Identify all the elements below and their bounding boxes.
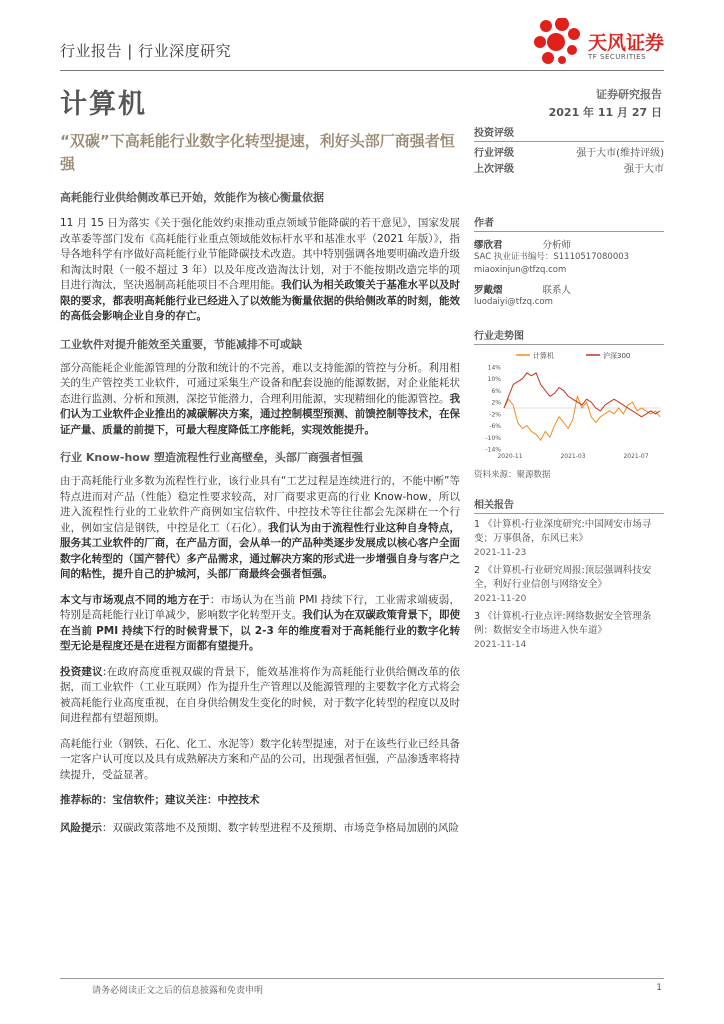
page-number: 1: [656, 983, 662, 993]
paragraph: 高耗能行业（钢铁、石化、化工、水泥等）数字化转型提速，对于在该些行业已经具备一定客户认可度以及具有成熟解决方案和产品的公司，出现强者恒强，产品渗透率将持续提升，受益显著。: [60, 737, 460, 781]
rating-label: 行业评级: [474, 148, 514, 159]
header-divider: [60, 70, 664, 71]
company-logo: [532, 18, 672, 68]
rating-label: 上次评级: [474, 164, 514, 175]
sidebar: [474, 124, 664, 656]
related-report-date: 2021-11-14: [474, 640, 527, 650]
paragraph-text: 由于高耗能行业多数为流程性行业，该行业具有“工艺过程是连续进行的，不能中断”等特点进而对产品（性能）稳定性要求较高，对厂商要求更高的行业 Know-how，所以进入流程性行业的工业软件产商例如宝信软件、中控技术等往往都会先深耕在一个行业，例如宝信是钢铁，中控是化工（石化）。: [60, 475, 460, 534]
related-heading: 相关报告: [474, 496, 664, 514]
paragraph-lead: 风险提示: [60, 821, 102, 834]
paragraph: [60, 474, 460, 583]
author-row: [474, 237, 664, 251]
footer-disclaimer: 请务必阅读正文之后的信息披露和免责申明: [92, 986, 264, 996]
rating-heading: 投资评级: [474, 124, 664, 142]
report-category: 行业报告 | 行业深度研究: [60, 42, 232, 60]
report-title: “双碳”下高耗能行业数字化转型提速，利好头部厂商强者恒强: [60, 132, 455, 173]
paragraph-text: 部分高能耗企业能源管理的分散和统计的不完善，难以支持能源的管控与分析。利用相关的生产管控类工业软件，可通过采集生产设备和配套设施的能源数据，对企业能耗状态进行监测、分析和预测，深挖节能潜力，合理利用能源，实现精细化的能源管控。: [60, 361, 460, 405]
logo-text-cn: 天风证券: [588, 32, 665, 54]
author-role: 分析师: [542, 240, 572, 251]
paragraph-lead: 投资建议: [60, 665, 103, 678]
paragraph-lead: 本文与市场观点不同的地方在于: [60, 593, 210, 606]
section-heading: 工业软件对提升能效至关重要，节能减排不可或缺: [60, 337, 302, 351]
y-tick-label: 14%: [487, 364, 501, 372]
series-line-computer: [504, 396, 660, 440]
industry-name: 计算机: [60, 89, 147, 120]
paragraph: [60, 665, 460, 727]
industry-trend-chart: [474, 349, 664, 489]
section-heading: 行业 Know-how 塑造流程性行业高壁垒，头部厂商强者恒强: [60, 451, 363, 464]
paragraph-text: ：市场认为在当前 PMI 持续下行，工业需求端疲弱，特别是高耗能行业订单减少，影响数字化转型开支。: [60, 593, 460, 621]
paragraph-text: ：双碳政策落地不及预期、数字转型进程不及预期、市场竞争格局加剧的风险: [102, 821, 459, 834]
author-email[interactable]: miaoxinjun@tfzq.com: [474, 265, 567, 275]
author-name: 罗戴熠: [474, 285, 503, 296]
chart-source: 资料来源：聚源数据: [474, 470, 551, 480]
y-tick-label: -2%: [489, 411, 501, 419]
paragraph-bold-text: 我们认为工业软件企业推出的减碳解决方案，通过控制模型预测、前馈控制等技术，在保证产量、质量的前提下，可最大程度降低工序能耗，实现效能提升。: [60, 392, 460, 436]
paragraph-bold-text: 我们认为相关政策关于基准水平以及时限的要求，都表明高耗能行业已经进入了以效能为衡量依据的供给侧改革的时刻，能效的高低会影响企业自身的存亡。: [60, 279, 461, 322]
related-report-title[interactable]: 2 《计算机-行业研究周报:顶层强调科技安全，利好行业信创与网络安全》: [474, 565, 652, 590]
x-tick-label: 2020-11: [497, 453, 523, 460]
x-tick-label: 2021-03: [560, 453, 586, 460]
main-content: [60, 190, 460, 836]
authors-heading: 作者: [474, 214, 664, 232]
related-reports: [474, 518, 664, 652]
footer-divider: [60, 978, 664, 979]
section-heading: 高耗能行业供给侧改革已开始，效能作为核心衡量依据: [60, 191, 324, 204]
legend-label: 计算机: [533, 352, 554, 360]
paragraph-bold-text: 我们认为在双碳政策背景下，即使在当前 PMI 持续下行的时候背景下，以 2-3 年的维度看对于高耗能行业的数字化转型无论是程度还是在进程方面都有望提升。: [60, 609, 461, 652]
legend-label: 沪深300: [603, 352, 631, 360]
paragraph: [60, 593, 460, 655]
author-role: 联系人: [542, 285, 572, 296]
recommendation: 推荐标的：宝信软件；建议关注：中控技术: [60, 794, 260, 806]
y-tick-label: -10%: [485, 434, 501, 442]
paragraph-bold-text: 我们认为由于流程性行业这种自身特点，服务其工业软件的厂商，在产品方面，会从单一的产品种类逐步发展成以核心客户全面数字化转型的（国产替代）多产品需求，通过解决方案的形式进一步增强自身与客户之间的粘性，提升自己的护城河，头部厂商最终会强者恒强。: [60, 521, 461, 580]
y-tick-label: 2%: [491, 399, 501, 407]
y-tick-label: 6%: [491, 387, 501, 395]
paragraph-text: 11 月 15 日为落实《关于强化能效约束推动重点领域节能降碳的若干意见》，国家发展改革委等部门发布《高耗能行业重点领域能效标杆水平和基准水平（2021 年版）》，指导各地科学有序做好高耗能行业节能降碳技术改造。其中特别强调各地要明确改造升级和淘汰时限（一般不超过 3 年）以及年度改造淘汰计划，对于不能按期改造完毕的项目进行淘汰，坚决遏制高耗能项目不合理用能。: [60, 217, 460, 291]
industry-rating-row: [474, 146, 664, 162]
related-report-title[interactable]: 3 《计算机-行业点评:网络数据安全管理条例：数据安全市场进入快车道》: [474, 611, 652, 636]
x-tick-label: 2021-07: [623, 453, 649, 460]
related-report-date: 2021-11-20: [474, 594, 527, 604]
author-email[interactable]: luodaiyi@tfzq.com: [474, 297, 553, 307]
author-row: [474, 282, 664, 296]
paragraph-text: :在政府高度重视双碳的背景下，能效基准将作为高耗能行业供给侧改革的依据，而工业软件（工业互联网）作为提升生产管理以及能源管理的主要数字化方式将会被高耗能行业高度重视，在自身供给侧发生变化的时候，对于数字化转型的程度以及时间进程都有望超预期。: [60, 665, 461, 724]
related-report-title[interactable]: 1 《计算机-行业深度研究:中国网安市场寻变；万事俱备，东风已来》: [474, 519, 652, 544]
prev-rating-row: [474, 162, 664, 178]
logo-text-en: TF SECURITIES: [588, 53, 647, 61]
author-cert: SAC 执业证书编号：S1110517080003: [474, 252, 630, 262]
y-tick-label: -14%: [485, 446, 501, 454]
rating-value: 强于大市: [624, 164, 664, 175]
paragraph: [60, 361, 460, 439]
related-report-date: 2021-11-23: [474, 548, 527, 558]
rating-value: 强于大市(维持评级): [576, 148, 664, 159]
report-type: 证券研究报告: [596, 88, 662, 101]
chart-heading: 行业走势图: [474, 327, 664, 345]
risk-warning: [60, 821, 460, 837]
y-tick-label: -6%: [489, 423, 501, 431]
author-name: 缪欣君: [474, 240, 503, 251]
y-tick-label: 10%: [487, 376, 501, 384]
paragraph: [60, 216, 460, 325]
tf-logo-icon: [532, 18, 584, 66]
chart-svg: [474, 349, 664, 467]
report-date: 2021 年 11 月 27 日: [548, 106, 662, 119]
